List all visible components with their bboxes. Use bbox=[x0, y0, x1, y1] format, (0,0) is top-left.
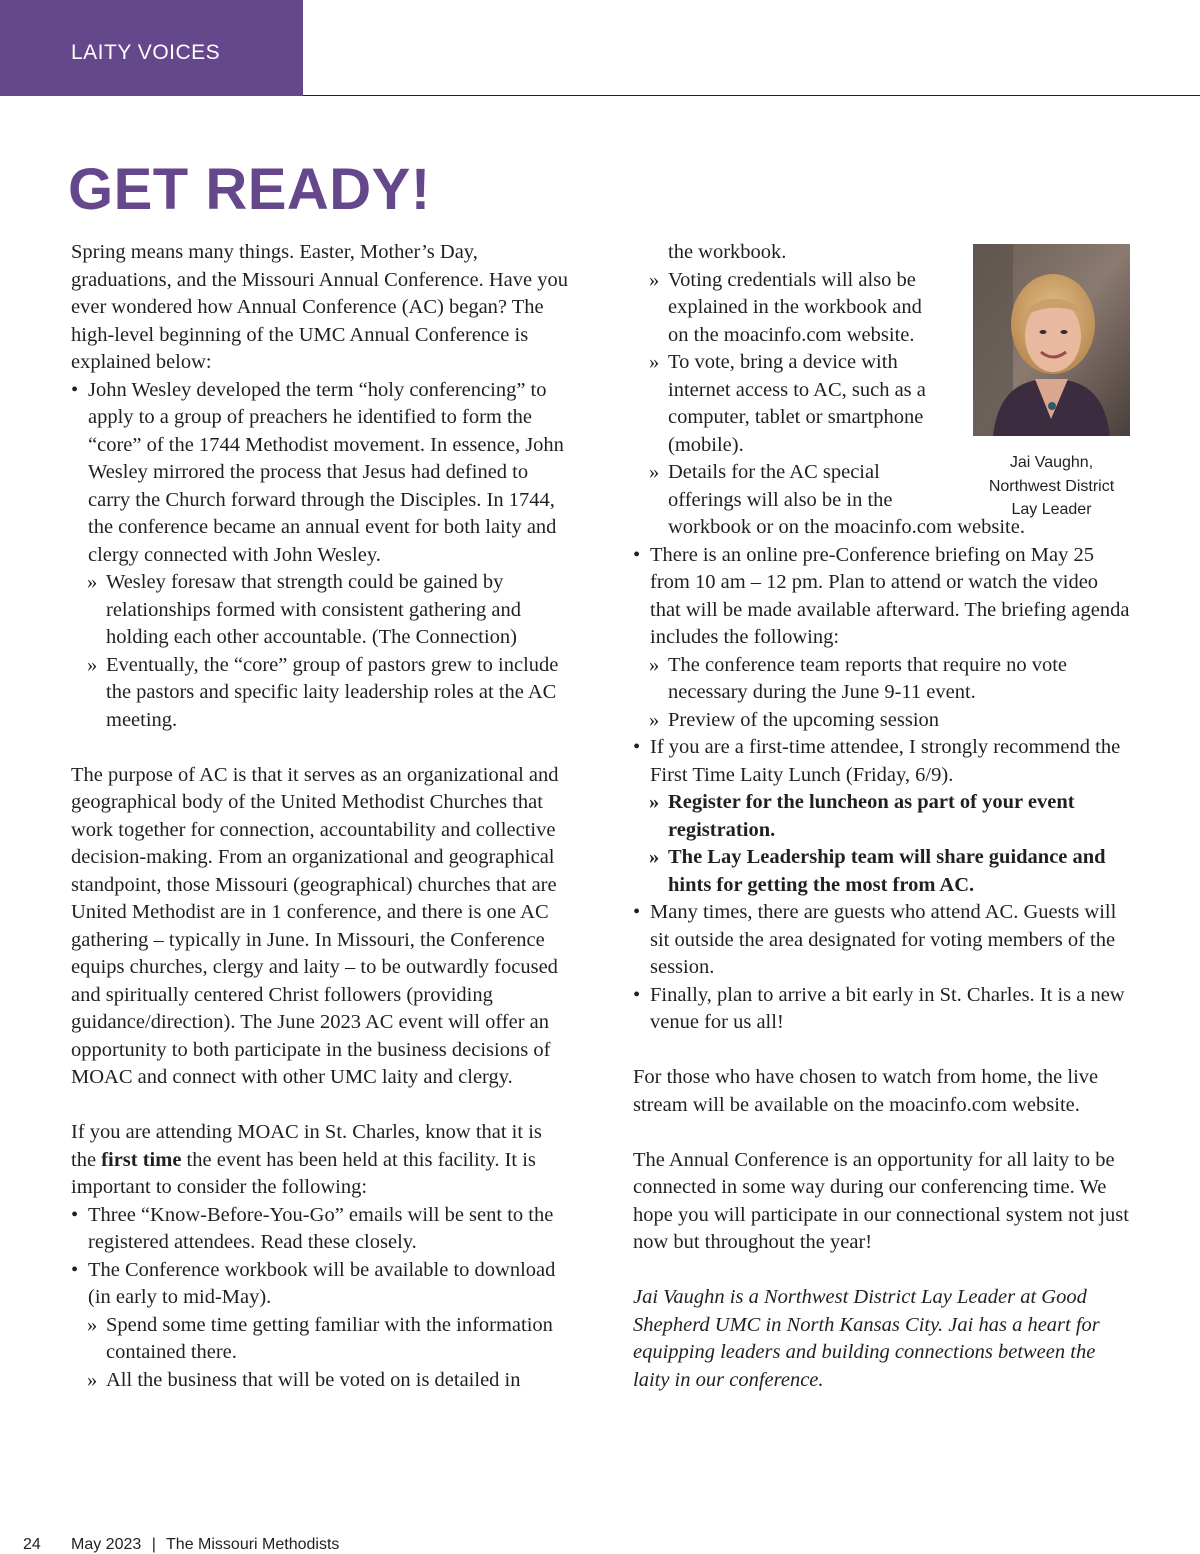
caption-district: Northwest District bbox=[988, 477, 1115, 495]
continued-text: workbook or on the moacinfo.com website. bbox=[668, 516, 1025, 538]
bullet-item: • Three “Know-Before-You-Go” emails will be sent to the registered attendees. Read these closely. bbox=[71, 1202, 571, 1257]
footer-date: May 2023 bbox=[71, 1536, 142, 1553]
paragraph-gap bbox=[71, 734, 571, 762]
section-label: LAITY VOICES bbox=[71, 41, 221, 64]
sub-bullet-item: » To vote, bring a device with internet access to AC, such as a computer, tablet or smartphone (mobile). bbox=[633, 349, 933, 459]
bullet-item: • The Conference workbook will be available to download (in early to mid-May). bbox=[71, 1257, 571, 1312]
text-run: the event has been held at this facility. It is important to consider the following: bbox=[71, 1148, 536, 1198]
sub-bullet-item: » Wesley foresaw that strength could be gained by relationships formed with consistent gathering and holding each other accountable. (The Connection) bbox=[71, 569, 571, 652]
sub-bullet-item: » Eventually, the “core” group of pastors grew to include the pastors and specific laity leadership roles at the AC meeting. bbox=[71, 652, 571, 735]
sub-bullet-item: » The Lay Leadership team will share guidance and hints for getting the most from AC. bbox=[633, 844, 1133, 899]
body-paragraph: Spring means many things. Easter, Mother’s Day, graduations, and the Missouri Annual Conference. Have you ever wondered how Annual Conference (AC) began? The high-level beginning of the UMC Annual Conference is explained below: bbox=[71, 241, 569, 373]
bullet-item: • Finally, plan to arrive a bit early in St. Charles. It is a new venue for us all! bbox=[633, 982, 1133, 1037]
article-title: GET READY! bbox=[68, 157, 431, 222]
author-photo bbox=[973, 244, 1130, 436]
text-run: If you are attending MOAC in St. Charles, know that it is the bbox=[71, 1121, 542, 1171]
paragraph-gap bbox=[71, 1092, 571, 1120]
sub-bullet-item: » The conference team reports that require no vote necessary during the June 9-11 event. bbox=[633, 652, 1133, 707]
footer-issue bbox=[71, 1536, 339, 1554]
body-paragraph bbox=[71, 1119, 571, 1202]
body-paragraph: Jai Vaughn is a Northwest District Lay Leader at Good Shepherd UMC in North Kansas City. Jai has a heart for equipping leaders and building connections between the laity in our conference. bbox=[633, 1286, 1100, 1391]
body-paragraph: The purpose of AC is that it serves as an organizational and geographical body of the United Methodist Churches that work together for connection, accountability and collective decision-making. From an organizational and geographical standpoint, those Missouri (geographical) churches that are United Methodist are in 1 conference, and there is one AC gathering – typically in June. In Missouri, the Conference equips churches, clergy and laity – to be outwardly focused and spiritually centered Christ followers (providing guidance/direction). The June 2023 AC event will offer an opportunity to both participate in the business decisions of MOAC and connect with other UMC laity and clergy. bbox=[71, 763, 559, 1088]
header-rule bbox=[303, 95, 1200, 96]
body-paragraph: The Annual Conference is an opportunity for all laity to be connected in some way during our conferencing time. We hope you will participate in our connectional system not just now but throughout the year! bbox=[633, 1148, 1129, 1253]
footer-publication: The Missouri Methodists bbox=[166, 1536, 340, 1553]
left-column bbox=[71, 239, 571, 1394]
bullet-item: • John Wesley developed the term “holy conferencing” to apply to a group of preachers he identified to form the “core” of the 1744 Methodist movement. In essence, John Wesley mirrored the process that Jesus had defined to carry the Church forward through the Disciples. In 1744, the conference became an annual event for both laity and clergy connected with John Wesley. bbox=[71, 377, 571, 570]
sub-bullet-item: » Details for the AC special offerings will also be in the bbox=[633, 459, 933, 514]
body-paragraph: For those who have chosen to watch from home, the live stream will be available on the moacinfo.com website. bbox=[633, 1066, 1099, 1116]
emphasis-text: first time bbox=[101, 1148, 182, 1171]
continued-text: the workbook. bbox=[668, 241, 787, 263]
sub-bullet-item: » Spend some time getting familiar with the information contained there. bbox=[71, 1312, 571, 1367]
photo-caption bbox=[968, 451, 1135, 522]
caption-name: Jai Vaughn, bbox=[1009, 454, 1094, 471]
sub-bullet-item: » Register for the luncheon as part of your event registration. bbox=[633, 789, 1133, 844]
sub-bullet-item: » Preview of the upcoming session bbox=[633, 707, 1133, 735]
bullet-item: • There is an online pre-Conference briefing on May 25 from 10 am – 12 pm. Plan to attend or watch the video that will be made available afterward. The briefing agenda includes the following: bbox=[633, 542, 1133, 652]
footer-separator: | bbox=[151, 1536, 156, 1553]
sub-bullet-item: » Voting credentials will also be explained in the workbook and on the moacinfo.com website. bbox=[633, 267, 933, 350]
bullet-item: • If you are a first-time attendee, I strongly recommend the First Time Laity Lunch (Friday, 6/9). bbox=[633, 734, 1133, 789]
section-tab bbox=[0, 0, 303, 96]
paragraph-gap bbox=[633, 1037, 1133, 1065]
page-number: 24 bbox=[23, 1536, 41, 1553]
paragraph-gap bbox=[633, 1257, 1133, 1285]
bullet-item: • Many times, there are guests who attend AC. Guests will sit outside the area designated for voting members of the session. bbox=[633, 899, 1133, 982]
sub-bullet-item: » All the business that will be voted on is detailed in bbox=[71, 1367, 571, 1395]
paragraph-gap bbox=[633, 1119, 1133, 1147]
caption-role: Lay Leader bbox=[1011, 501, 1092, 518]
